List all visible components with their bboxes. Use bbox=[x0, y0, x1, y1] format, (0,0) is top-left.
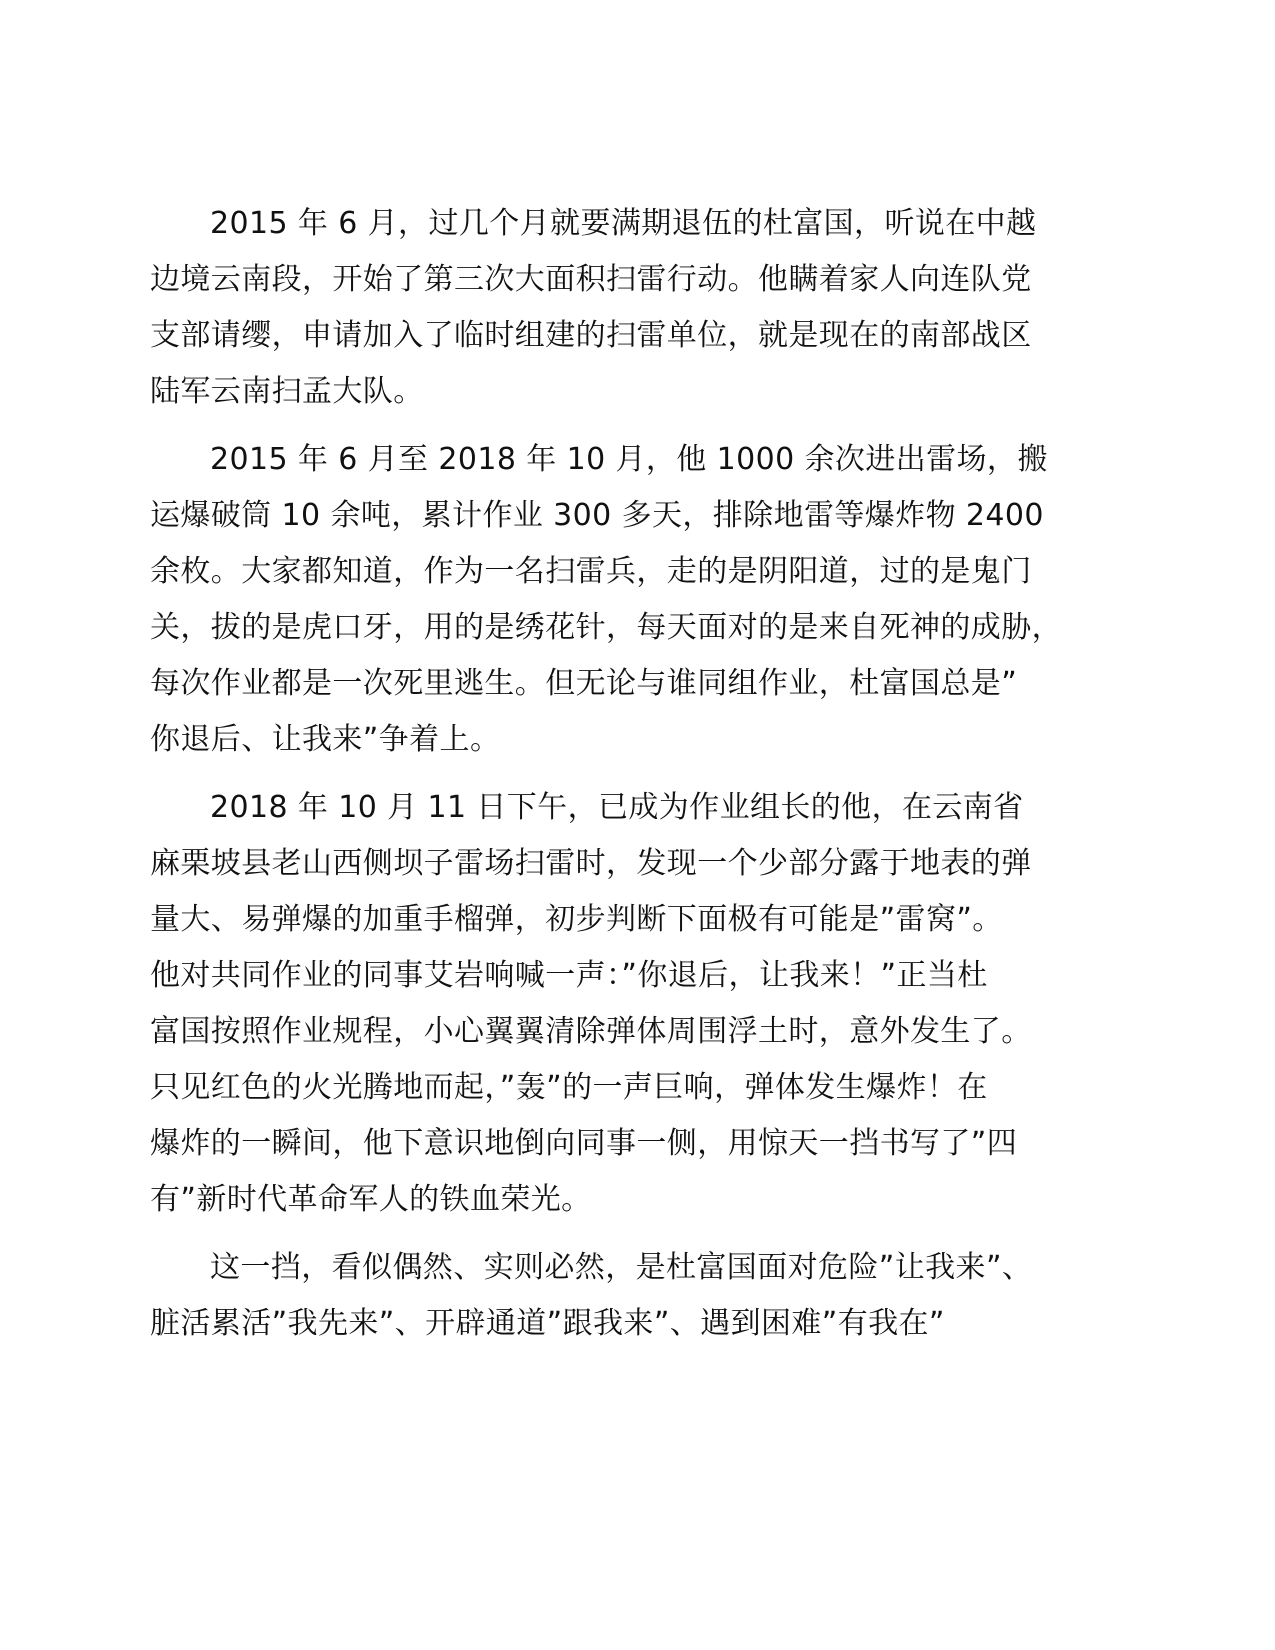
paragraph-1 bbox=[150, 196, 1090, 420]
document-body bbox=[150, 196, 1090, 1364]
text-line: 2015 年 6 月至 2018 年 10 月，他 1000 余次进出雷场，搬 bbox=[210, 442, 1048, 477]
text-line: 有”新时代革命军人的铁血荣光。 bbox=[150, 1182, 592, 1217]
paragraph-4 bbox=[150, 1240, 1090, 1352]
text-line: 爆炸的一瞬间，他下意识地倒向同事一侧，用惊天一挡书写了”四 bbox=[150, 1126, 1018, 1161]
text-line: 量大、易弹爆的加重手榴弹，初步判断下面极有可能是”雷窝”。 bbox=[150, 902, 1003, 937]
text-line: 富国按照作业规程，小心翼翼清除弹体周围浮土时，意外发生了。 bbox=[150, 1014, 1032, 1049]
text-line: 支部请缨，申请加入了临时组建的扫雷单位，就是现在的南部战区 bbox=[150, 318, 1032, 353]
text-line: 这一挡，看似偶然、实则必然，是杜富国面对危险”让我来”、 bbox=[210, 1250, 1033, 1285]
text-line: 陆军云南扫孟大队。 bbox=[150, 374, 424, 409]
text-line: 只见红色的火光腾地而起，”轰”的一声巨响，弹体发生爆炸！在 bbox=[150, 1070, 988, 1105]
text-line: 2018 年 10 月 11 日下午，已成为作业组长的他，在云南省 bbox=[210, 790, 1024, 825]
paragraph-2 bbox=[150, 432, 1090, 768]
text-line: 运爆破筒 10 余吨，累计作业 300 多天，排除地雷等爆炸物 2400 bbox=[150, 498, 1044, 533]
text-line: 边境云南段，开始了第三次大面积扫雷行动。他瞒着家人向连队党 bbox=[150, 262, 1032, 297]
paragraph-3 bbox=[150, 780, 1090, 1228]
text-line: 2015 年 6 月，过几个月就要满期退伍的杜富国，听说在中越 bbox=[210, 206, 1037, 241]
text-line: 他对共同作业的同事艾岩响喊一声：”你退后，让我来！”正当杜 bbox=[150, 958, 988, 993]
text-line: 脏活累活”我先来”、开辟通道”跟我来”、遇到困难”有我在” bbox=[150, 1306, 945, 1341]
text-line: 余枚。大家都知道，作为一名扫雷兵，走的是阴阳道，过的是鬼门 bbox=[150, 554, 1032, 589]
text-line: 你退后、让我来”争着上。 bbox=[150, 722, 501, 757]
text-line: 关，拔的是虎口牙，用的是绣花针，每天面对的是来自死神的成胁， bbox=[150, 610, 1062, 645]
text-line: 麻栗坡县老山西侧坝子雷场扫雷时，发现一个少部分露于地表的弹 bbox=[150, 846, 1032, 881]
text-line: 每次作业都是一次死里逃生。但无论与谁同组作业，杜富国总是” bbox=[150, 666, 1018, 701]
